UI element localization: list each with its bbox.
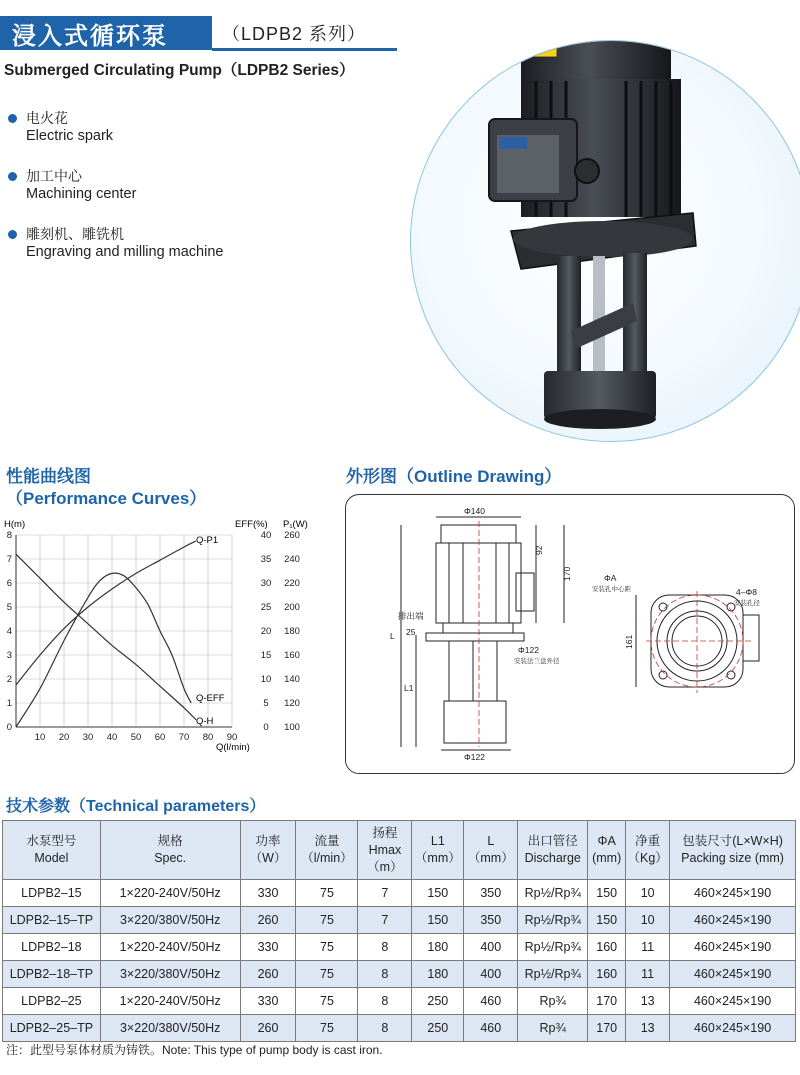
table-cell: 75	[296, 934, 358, 961]
table-cell: 260	[240, 961, 296, 988]
pump-photo	[410, 40, 800, 442]
table-row	[3, 1015, 796, 1042]
dim-92: 92	[534, 545, 544, 555]
parameters-title-en: （Technical parameters）	[70, 798, 266, 815]
table-cell: 150	[588, 907, 626, 934]
table-cell: 250	[412, 1015, 464, 1042]
series-label: （LDPB2 系列）	[222, 24, 367, 44]
dim-25: 25	[406, 627, 416, 637]
table-cell: 260	[240, 907, 296, 934]
table-cell: 150	[588, 880, 626, 907]
table-cell: 330	[240, 880, 296, 907]
p-tick-label: 160	[284, 650, 300, 661]
table-header-row	[3, 821, 796, 880]
x-tick-label: 90	[226, 732, 238, 743]
flange-note: 安装法兰盘外径	[514, 658, 560, 665]
table-cell: 3×220/380V/50Hz	[100, 1015, 240, 1042]
eff-axis-label: EFF(%)	[235, 519, 268, 530]
table-cell: 160	[588, 934, 626, 961]
series-line-q-h	[16, 554, 196, 720]
h-tick-label: 4	[6, 626, 12, 637]
chart-grid	[16, 535, 232, 727]
table-cell: 330	[240, 934, 296, 961]
outline-title-en: （Outline Drawing）	[397, 467, 562, 486]
h-tick-label: 8	[6, 530, 12, 541]
table-cell: 75	[296, 1015, 358, 1042]
eff-tick-label: 30	[260, 578, 272, 589]
eff-tick-label: 15	[260, 650, 272, 661]
bullet-icon	[8, 114, 17, 123]
table-cell: 3×220/380V/50Hz	[100, 907, 240, 934]
table-cell: 7	[358, 880, 412, 907]
table-cell: 1×220-240V/50Hz	[100, 880, 240, 907]
eff-tick-label: 0	[263, 722, 269, 733]
header-weight: 净重 （Kg）	[626, 821, 670, 880]
table-cell: 11	[626, 961, 670, 988]
table-cell: 3×220/380V/50Hz	[100, 961, 240, 988]
table-cell: 460	[464, 988, 518, 1015]
p-tick-label: 200	[284, 602, 300, 613]
chart-ticks	[7, 530, 300, 743]
table-cell: 10	[626, 880, 670, 907]
x-tick-label: 10	[34, 732, 46, 743]
h-axis-label: H(m)	[4, 519, 26, 530]
x-tick-label: 20	[58, 732, 70, 743]
table-cell: Rp½/Rp¾	[518, 961, 588, 988]
table-cell: LDPB2–25–TP	[3, 1015, 101, 1042]
table-cell: 7	[358, 907, 412, 934]
eff-tick-label: 5	[263, 698, 269, 709]
title-underline	[212, 48, 397, 51]
table-cell: 160	[588, 961, 626, 988]
x-tick-label: 30	[82, 732, 94, 743]
x-tick-label: 50	[130, 732, 142, 743]
table-cell: 8	[358, 961, 412, 988]
table-cell: 350	[464, 907, 518, 934]
bullet-icon	[8, 172, 17, 181]
table-cell: 180	[412, 934, 464, 961]
table-cell: Rp½/Rp¾	[518, 934, 588, 961]
phiA-note: 安装孔中心距	[592, 586, 631, 593]
eff-tick-label: 20	[260, 626, 272, 637]
table-cell: 13	[626, 988, 670, 1015]
table-cell: 460×245×190	[670, 907, 796, 934]
table-cell: 460×245×190	[670, 961, 796, 988]
table-cell: 180	[412, 961, 464, 988]
table-cell: 350	[464, 880, 518, 907]
application-zh: 加工中心	[26, 168, 82, 184]
outline-drawing	[346, 495, 796, 775]
eff-tick-label: 35	[260, 554, 272, 565]
table-cell: 460×245×190	[670, 988, 796, 1015]
table-cell: 250	[412, 988, 464, 1015]
p-tick-label: 140	[284, 674, 300, 685]
page-title: 浸入式循环泵	[0, 16, 212, 50]
table-cell: 13	[626, 1015, 670, 1042]
application-en: Engraving and milling machine	[26, 244, 224, 260]
p-axis-label: P₁(W)	[283, 519, 308, 530]
x-tick-label: 60	[154, 732, 166, 743]
dim-phi122-bottom: Φ122	[464, 752, 485, 762]
table-cell: 150	[412, 880, 464, 907]
table-row	[3, 880, 796, 907]
header-l: L （mm）	[464, 821, 518, 880]
parameters-title-zh: 技术参数	[6, 798, 71, 815]
table-cell: LDPB2–18	[3, 934, 101, 961]
table-cell: Rp½/Rp¾	[518, 880, 588, 907]
parameters-title	[6, 793, 265, 816]
table-cell: 75	[296, 880, 358, 907]
eff-tick-label: 10	[260, 674, 272, 685]
table-cell: 11	[626, 934, 670, 961]
table-cell: 8	[358, 1015, 412, 1042]
header-discharge: 出口管径 Discharge	[518, 821, 588, 880]
table-cell: 330	[240, 988, 296, 1015]
page-subtitle: Submerged Circulating Pump（LDPB2 Series）	[4, 62, 355, 79]
eff-tick-label: 25	[260, 602, 272, 613]
h-tick-label: 3	[6, 650, 12, 661]
h-tick-label: 5	[6, 602, 12, 613]
table-cell: 150	[412, 907, 464, 934]
table-cell: 75	[296, 907, 358, 934]
performance-title-en: （Performance Curves）	[6, 489, 207, 508]
dim-holes: 4–Φ8	[736, 587, 757, 597]
table-cell: 400	[464, 961, 518, 988]
curve-label-h: Q-H	[196, 716, 214, 727]
h-tick-label: 6	[6, 578, 12, 589]
eff-tick-label: 40	[260, 530, 272, 541]
table-cell: 75	[296, 961, 358, 988]
bullet-icon	[8, 230, 17, 239]
table-row	[3, 988, 796, 1015]
header-model: 水泵型号 Model	[3, 821, 101, 880]
chart-curves	[16, 541, 196, 727]
table-cell: 460×245×190	[670, 1015, 796, 1042]
curve-label-eff: Q-EFF	[196, 693, 225, 704]
table-row	[3, 934, 796, 961]
table-cell: 260	[240, 1015, 296, 1042]
x-tick-label: 80	[202, 732, 214, 743]
table-cell: Rp½/Rp¾	[518, 907, 588, 934]
p-tick-label: 220	[284, 578, 300, 589]
h-tick-label: 7	[6, 554, 12, 565]
table-cell: Rp¾	[518, 1015, 588, 1042]
table-cell: 8	[358, 988, 412, 1015]
table-cell: LDPB2–15	[3, 880, 101, 907]
table-cell: Rp¾	[518, 988, 588, 1015]
h-tick-label: 2	[6, 674, 12, 685]
table-cell: 1×220-240V/50Hz	[100, 934, 240, 961]
p-tick-label: 260	[284, 530, 300, 541]
dim-phiA: ΦA	[604, 573, 617, 583]
header-power: 功率 （W）	[240, 821, 296, 880]
x-tick-label: 40	[106, 732, 118, 743]
header-spec: 规格 Spec.	[100, 821, 240, 880]
curve-label-p1: Q-P1	[196, 535, 219, 546]
p-tick-label: 180	[284, 626, 300, 637]
list-item	[8, 168, 223, 204]
table-cell: 10	[626, 907, 670, 934]
applications-list	[8, 110, 223, 284]
p-tick-label: 120	[284, 698, 300, 709]
application-zh: 电火花	[26, 110, 68, 126]
dim-phi140: Φ140	[464, 506, 485, 516]
outline-title	[346, 462, 561, 487]
application-en: Machining center	[26, 186, 137, 202]
table-cell: 8	[358, 934, 412, 961]
application-zh: 雕刻机、雕铣机	[26, 226, 124, 242]
p-tick-label: 100	[284, 722, 300, 733]
outlet-label: 排出端	[398, 611, 424, 621]
header-l1: L1 （mm）	[412, 821, 464, 880]
outline-drawing-frame	[345, 494, 795, 774]
holes-note: 安装孔径	[734, 600, 760, 607]
dim-161: 161	[624, 634, 634, 649]
x-axis-label: Q(l/min)	[216, 742, 250, 753]
h-tick-label: 1	[6, 698, 12, 709]
application-en: Electric spark	[26, 128, 114, 144]
table-row	[3, 961, 796, 988]
pump-illustration	[411, 41, 800, 441]
table-row	[3, 907, 796, 934]
dim-L: L	[390, 631, 395, 641]
list-item	[8, 226, 223, 262]
p-tick-label: 240	[284, 554, 300, 565]
table-cell: 1×220-240V/50Hz	[100, 988, 240, 1015]
list-item	[8, 110, 223, 146]
table-cell: 460	[464, 1015, 518, 1042]
dim-L1: L1	[404, 683, 414, 693]
header-flow: 流量 （l/min）	[296, 821, 358, 880]
table-cell: LDPB2–18–TP	[3, 961, 101, 988]
table-cell: 170	[588, 1015, 626, 1042]
x-tick-label: 70	[178, 732, 190, 743]
header-packing: 包装尺寸(L×W×H) Packing size (mm)	[670, 821, 796, 880]
material-note: 注：此型号泵体材质为铸铁。Note: This type of pump body is cast iron.	[6, 1043, 383, 1057]
outline-title-zh: 外形图	[346, 467, 397, 486]
dim-phi122-flange: Φ122	[518, 645, 539, 655]
table-cell: 170	[588, 988, 626, 1015]
table-cell: 460×245×190	[670, 880, 796, 907]
table-cell: 460×245×190	[670, 934, 796, 961]
performance-title-zh: 性能曲线图	[6, 467, 91, 486]
table-cell: LDPB2–25	[3, 988, 101, 1015]
h-tick-label: 0	[6, 722, 12, 733]
series-line-q-eff	[16, 573, 191, 727]
table-cell: 75	[296, 988, 358, 1015]
series-line-q-p1	[16, 541, 196, 685]
header-phia: ΦA (mm)	[588, 821, 626, 880]
header-head: 扬程 Hmax （m）	[358, 821, 412, 880]
table-body	[3, 880, 796, 1042]
dim-170: 170	[562, 566, 572, 581]
table-cell: 400	[464, 934, 518, 961]
parameters-table	[2, 820, 796, 1042]
table-cell: LDPB2–15–TP	[3, 907, 101, 934]
